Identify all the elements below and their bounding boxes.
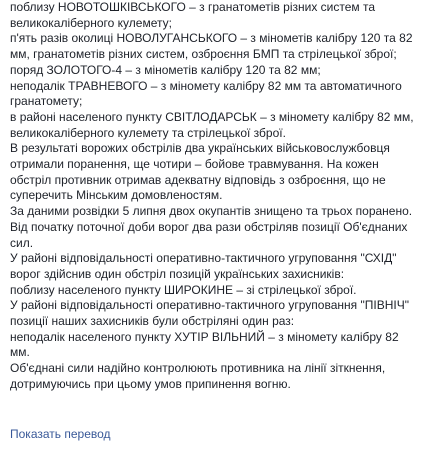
post-paragraph-intelligence: За даними розвідки 5 липня двох окупантів знищено та трьох поранено. (10, 204, 413, 219)
see-translation-link[interactable]: Показать перевод (10, 427, 111, 441)
post-paragraph-current-day: Від початку поточної доби ворог два рази обстріляв позиції Об'єднаних сил. (10, 219, 408, 250)
post-paragraph-east-group: У районі відповідальності оперативно-тактичного угруповання "СХІД" ворог здійснив один обстріл позицій українських захисників: поблизу населеного пункту ШИРОКИНЕ – зі стрілецької зброї. (10, 251, 397, 297)
post-paragraph-shelling-list: поблизу НОВОТОШКІВСЬКОГО – з гранатометів різних систем та великокаліберного кулемету; п'ять разів околиці НОВОЛУГАНСЬКОГО – з мінометів калібру 120 та 82 мм, гранатометів різних систем, озброєння БМП та стрілецької зброї; поряд ЗОЛОТОГО-4 – з мінометів калібру 120 та 82 мм; неподалік ТРАВНЕВОГО – з міномету калібру 82 мм та автоматичного гранатомету; в районі населеного пункту СВІТЛОДАРСЬК – з мінометy калібру 82 мм, великокаліберного кулемету та стрілецької зброї. (10, 0, 414, 140)
post-paragraph-north-group: У районі відповідальності оперативно-тактичного угруповання "ПІВНІЧ" позиції наших захисників були обстріляні один раз: неподалік населеного пункту ХУТІР ВІЛЬНИЙ – з мінометy калібру 82 мм. (10, 298, 409, 360)
post-text (10, 0, 442, 393)
post-paragraph-casualties: В результаті ворожих обстрілів два українських військовослужбовця отримали поранення, ще чотири – бойове травмування. На кожен обстріл противник отримав адекватну відповідь з озброєння, що не суперечить Мінським домовленостям. (10, 141, 390, 203)
post-paragraph-conclusion: Об'єднані сили надійно контролюють противника на лінії зіткнення, дотримуючись при цьому умов припинення вогню. (10, 361, 386, 391)
